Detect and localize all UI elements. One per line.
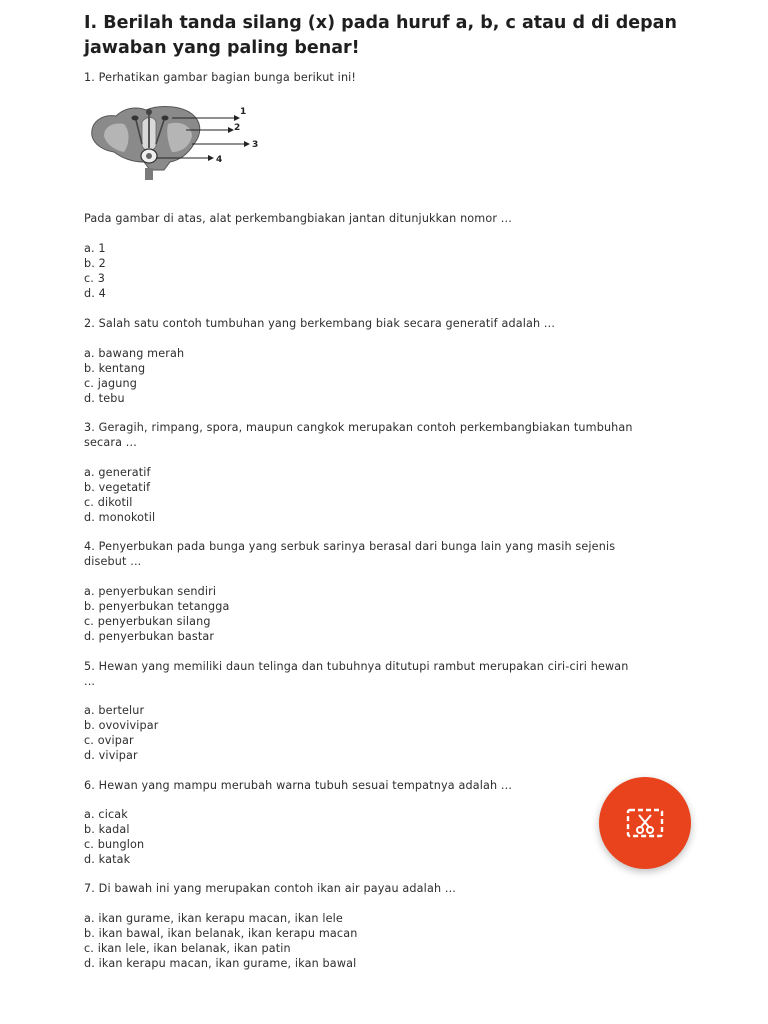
section-heading: I. Berilah tanda silang (x) pada huruf a, b, c atau d di depan jawaban yang paling benar! [84, 13, 677, 58]
q4-option-d: d. penyerbukan bastar [84, 630, 215, 643]
q4-option-b: b. penyerbukan tetangga [84, 600, 230, 613]
question-4-text-cont: disebut ... [84, 555, 142, 568]
q2-option-b: b. kentang [84, 362, 146, 375]
question-5-text-cont: ... [84, 675, 96, 688]
q2-option-a: a. bawang merah [84, 347, 185, 360]
q6-option-a: a. cicak [84, 808, 128, 821]
q6-option-d: d. katak [84, 853, 131, 866]
question-1-text: 1. Perhatikan gambar bagian bunga berikut ini! [84, 71, 357, 84]
q2-option-c: c. jagung [84, 377, 137, 390]
diagram-label-1: 1 [240, 107, 247, 117]
question-3-text-cont: secara ... [84, 436, 137, 449]
q3-option-d: d. monokotil [84, 511, 156, 524]
question-7-text: 7. Di bawah ini yang merupakan contoh ikan air payau adalah ... [84, 882, 457, 895]
q4-option-c: c. penyerbukan silang [84, 615, 211, 628]
q5-option-a: a. bertelur [84, 704, 145, 717]
diagram-label-4: 4 [216, 155, 223, 165]
q5-option-b: b. ovovivipar [84, 719, 159, 732]
question-3-text: 3. Geragih, rimpang, spora, maupun cangkok merupakan contoh perkembangbiakan tumbuhan [84, 421, 633, 434]
q7-option-b: b. ikan bawal, ikan belanak, ikan kerapu macan [84, 927, 358, 940]
question-4-text: 4. Penyerbukan pada bunga yang serbuk sarinya berasal dari bunga lain yang masih sejenis [84, 540, 616, 553]
q3-option-a: a. generatif [84, 466, 151, 479]
screenshot-crop-button[interactable] [599, 777, 691, 869]
question-1-prompt: Pada gambar di atas, alat perkembangbiakan jantan ditunjukkan nomor ... [84, 212, 512, 225]
q3-option-c: c. dikotil [84, 496, 133, 509]
diagram-label-2: 2 [234, 123, 241, 133]
q5-option-d: d. vivipar [84, 749, 138, 762]
q6-option-c: c. bunglon [84, 838, 145, 851]
q7-option-c: c. ikan lele, ikan belanak, ikan patin [84, 942, 291, 955]
q4-option-a: a. penyerbukan sendiri [84, 585, 217, 598]
screenshot-scissors-icon [625, 807, 665, 839]
diagram-label-3: 3 [252, 140, 259, 150]
question-2-text: 2. Salah satu contoh tumbuhan yang berkembang biak secara generatif adalah ... [84, 317, 556, 330]
q7-option-a: a. ikan gurame, ikan kerapu macan, ikan lele [84, 912, 343, 925]
q5-option-c: c. ovipar [84, 734, 134, 747]
q1-option-a: a. 1 [84, 242, 106, 255]
q6-option-b: b. kadal [84, 823, 130, 836]
q3-option-b: b. vegetatif [84, 481, 151, 494]
q7-option-d: d. ikan kerapu macan, ikan gurame, ikan bawal [84, 957, 357, 970]
flower-diagram [84, 100, 266, 182]
q2-option-d: d. tebu [84, 392, 125, 405]
question-6-text: 6. Hewan yang mampu merubah warna tubuh sesuai tempatnya adalah ... [84, 779, 513, 792]
q1-option-d: d. 4 [84, 287, 106, 300]
q1-option-b: b. 2 [84, 257, 106, 270]
q1-option-c: c. 3 [84, 272, 105, 285]
question-5-text: 5. Hewan yang memiliki daun telinga dan tubuhnya ditutupi rambut merupakan ciri-ciri hewan [84, 660, 629, 673]
